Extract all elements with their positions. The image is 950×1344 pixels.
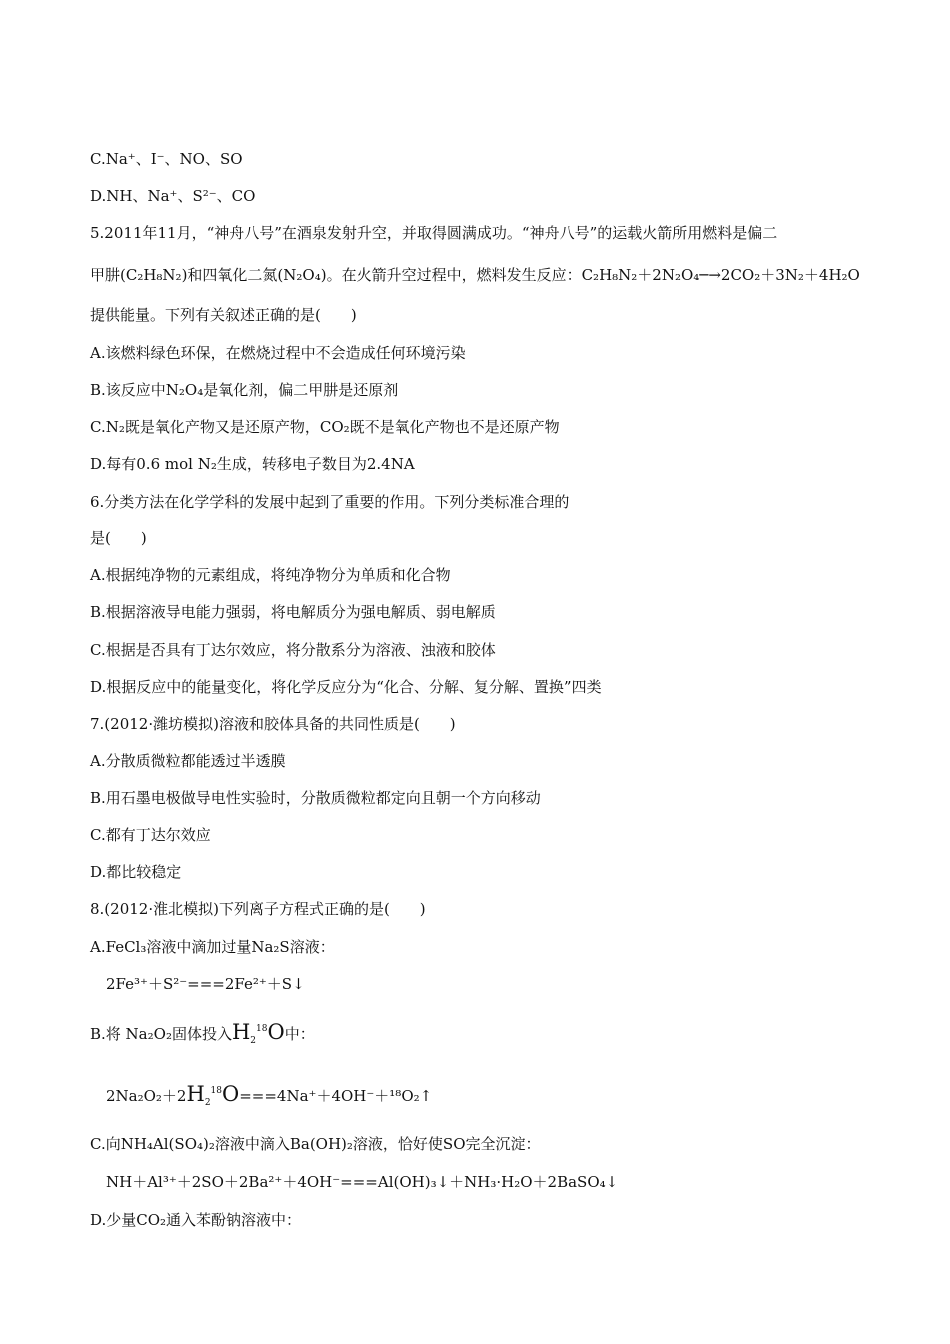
option-8d: D.少量CO₂通入苯酚钠溶液中： (90, 1211, 302, 1229)
option-7a: A.分散质微粒都能透过半透膜 (90, 752, 286, 770)
option-8b-equation (106, 1080, 432, 1108)
formula-h: H (231, 1020, 251, 1044)
question-6-stem-1: 6.分类方法在化学学科的发展中起到了重要的作用。下列分类标准合理的 (90, 493, 570, 511)
option-8b-suffix: 中： (284, 1025, 315, 1043)
option-8b-text: B.将 Na₂O₂固体投入 (90, 1025, 232, 1043)
option-7b: B.用石墨电极做导电性实验时，分散质微粒都定向且朝一个方向移动 (90, 789, 541, 807)
option-5d: D.每有0.6 mol N₂生成，转移电子数目为2.4NA (90, 455, 415, 473)
option-6c: C.根据是否具有丁达尔效应，将分散系分为溶液、浊液和胶体 (90, 641, 496, 659)
option-5c: C.N₂既是氧化产物又是还原产物，CO₂既不是氧化产物也不是还原产物 (90, 418, 560, 436)
option-5a: A.该燃料绿色环保，在燃烧过程中不会造成任何环境污染 (90, 344, 466, 362)
equation-prefix: 2Na₂O₂＋2 (106, 1087, 187, 1105)
option-8a-equation: 2Fe³⁺＋S²⁻===2Fe²⁺＋S↓ (106, 975, 305, 993)
formula-o: O (222, 1082, 240, 1106)
option-6d: D.根据反应中的能量变化，将化学反应分为“化合、分解、复分解、置换”四类 (90, 678, 602, 696)
option-8c: C.向NH₄Al(SO₄)₂溶液中滴入Ba(OH)₂溶液，恰好使SO完全沉淀： (90, 1135, 541, 1153)
option-6a: A.根据纯净物的元素组成，将纯净物分为单质和化合物 (90, 566, 451, 584)
option-6b: B.根据溶液导电能力强弱，将电解质分为强电解质、弱电解质 (90, 603, 496, 621)
formula-sub-2: 2 (250, 1036, 257, 1046)
option-7c: C.都有丁达尔效应 (90, 826, 211, 844)
option-7d: D.都比较稳定 (90, 863, 182, 881)
formula-o: O (267, 1020, 285, 1044)
option-8a: A.FeCl₃溶液中滴加过量Na₂S溶液： (90, 938, 335, 956)
question-7-stem: 7.(2012·潍坊模拟)溶液和胶体具备的共同性质是( ) (90, 715, 456, 733)
formula-sub-2: 2 (204, 1098, 211, 1108)
question-5-stem-2: 甲肼(C₂H₈N₂)和四氧化二氮(N₂O₄)。在火箭升空过程中，燃料发生反应：C₂H₈N₂＋2N₂O₄─→2CO₂＋3N₂＋4H₂O (90, 266, 860, 284)
option-5b: B.该反应中N₂O₄是氧化剂，偏二甲肼是还原剂 (90, 381, 399, 399)
question-5-stem-3: 提供能量。下列有关叙述正确的是( ) (90, 306, 357, 324)
question-6-stem-2: 是( ) (90, 529, 147, 547)
equation-suffix: ===4Na⁺＋4OH⁻＋¹⁸O₂↑ (239, 1087, 433, 1105)
formula-sup-18: 18 (256, 1024, 268, 1034)
formula-h: H (186, 1082, 205, 1106)
option-4d: D.NH、Na⁺、S²⁻、CO (90, 187, 256, 205)
option-8c-equation: NH＋Al³⁺＋2SO＋2Ba²⁺＋4OH⁻===Al(OH)₃↓＋NH₃·H₂O＋2BaSO₄↓ (106, 1173, 619, 1191)
formula-sup-18: 18 (210, 1086, 222, 1096)
option-4c: C.Na⁺、I⁻、NO、SO (90, 150, 243, 168)
question-5-stem-1: 5.2011年11月，“神舟八号”在酒泉发射升空，并取得圆满成功。“神舟八号”的运载火箭所用燃料是偏二 (90, 224, 778, 242)
question-8-stem: 8.(2012·淮北模拟)下列离子方程式正确的是( ) (90, 900, 426, 918)
option-8b (90, 1018, 315, 1046)
